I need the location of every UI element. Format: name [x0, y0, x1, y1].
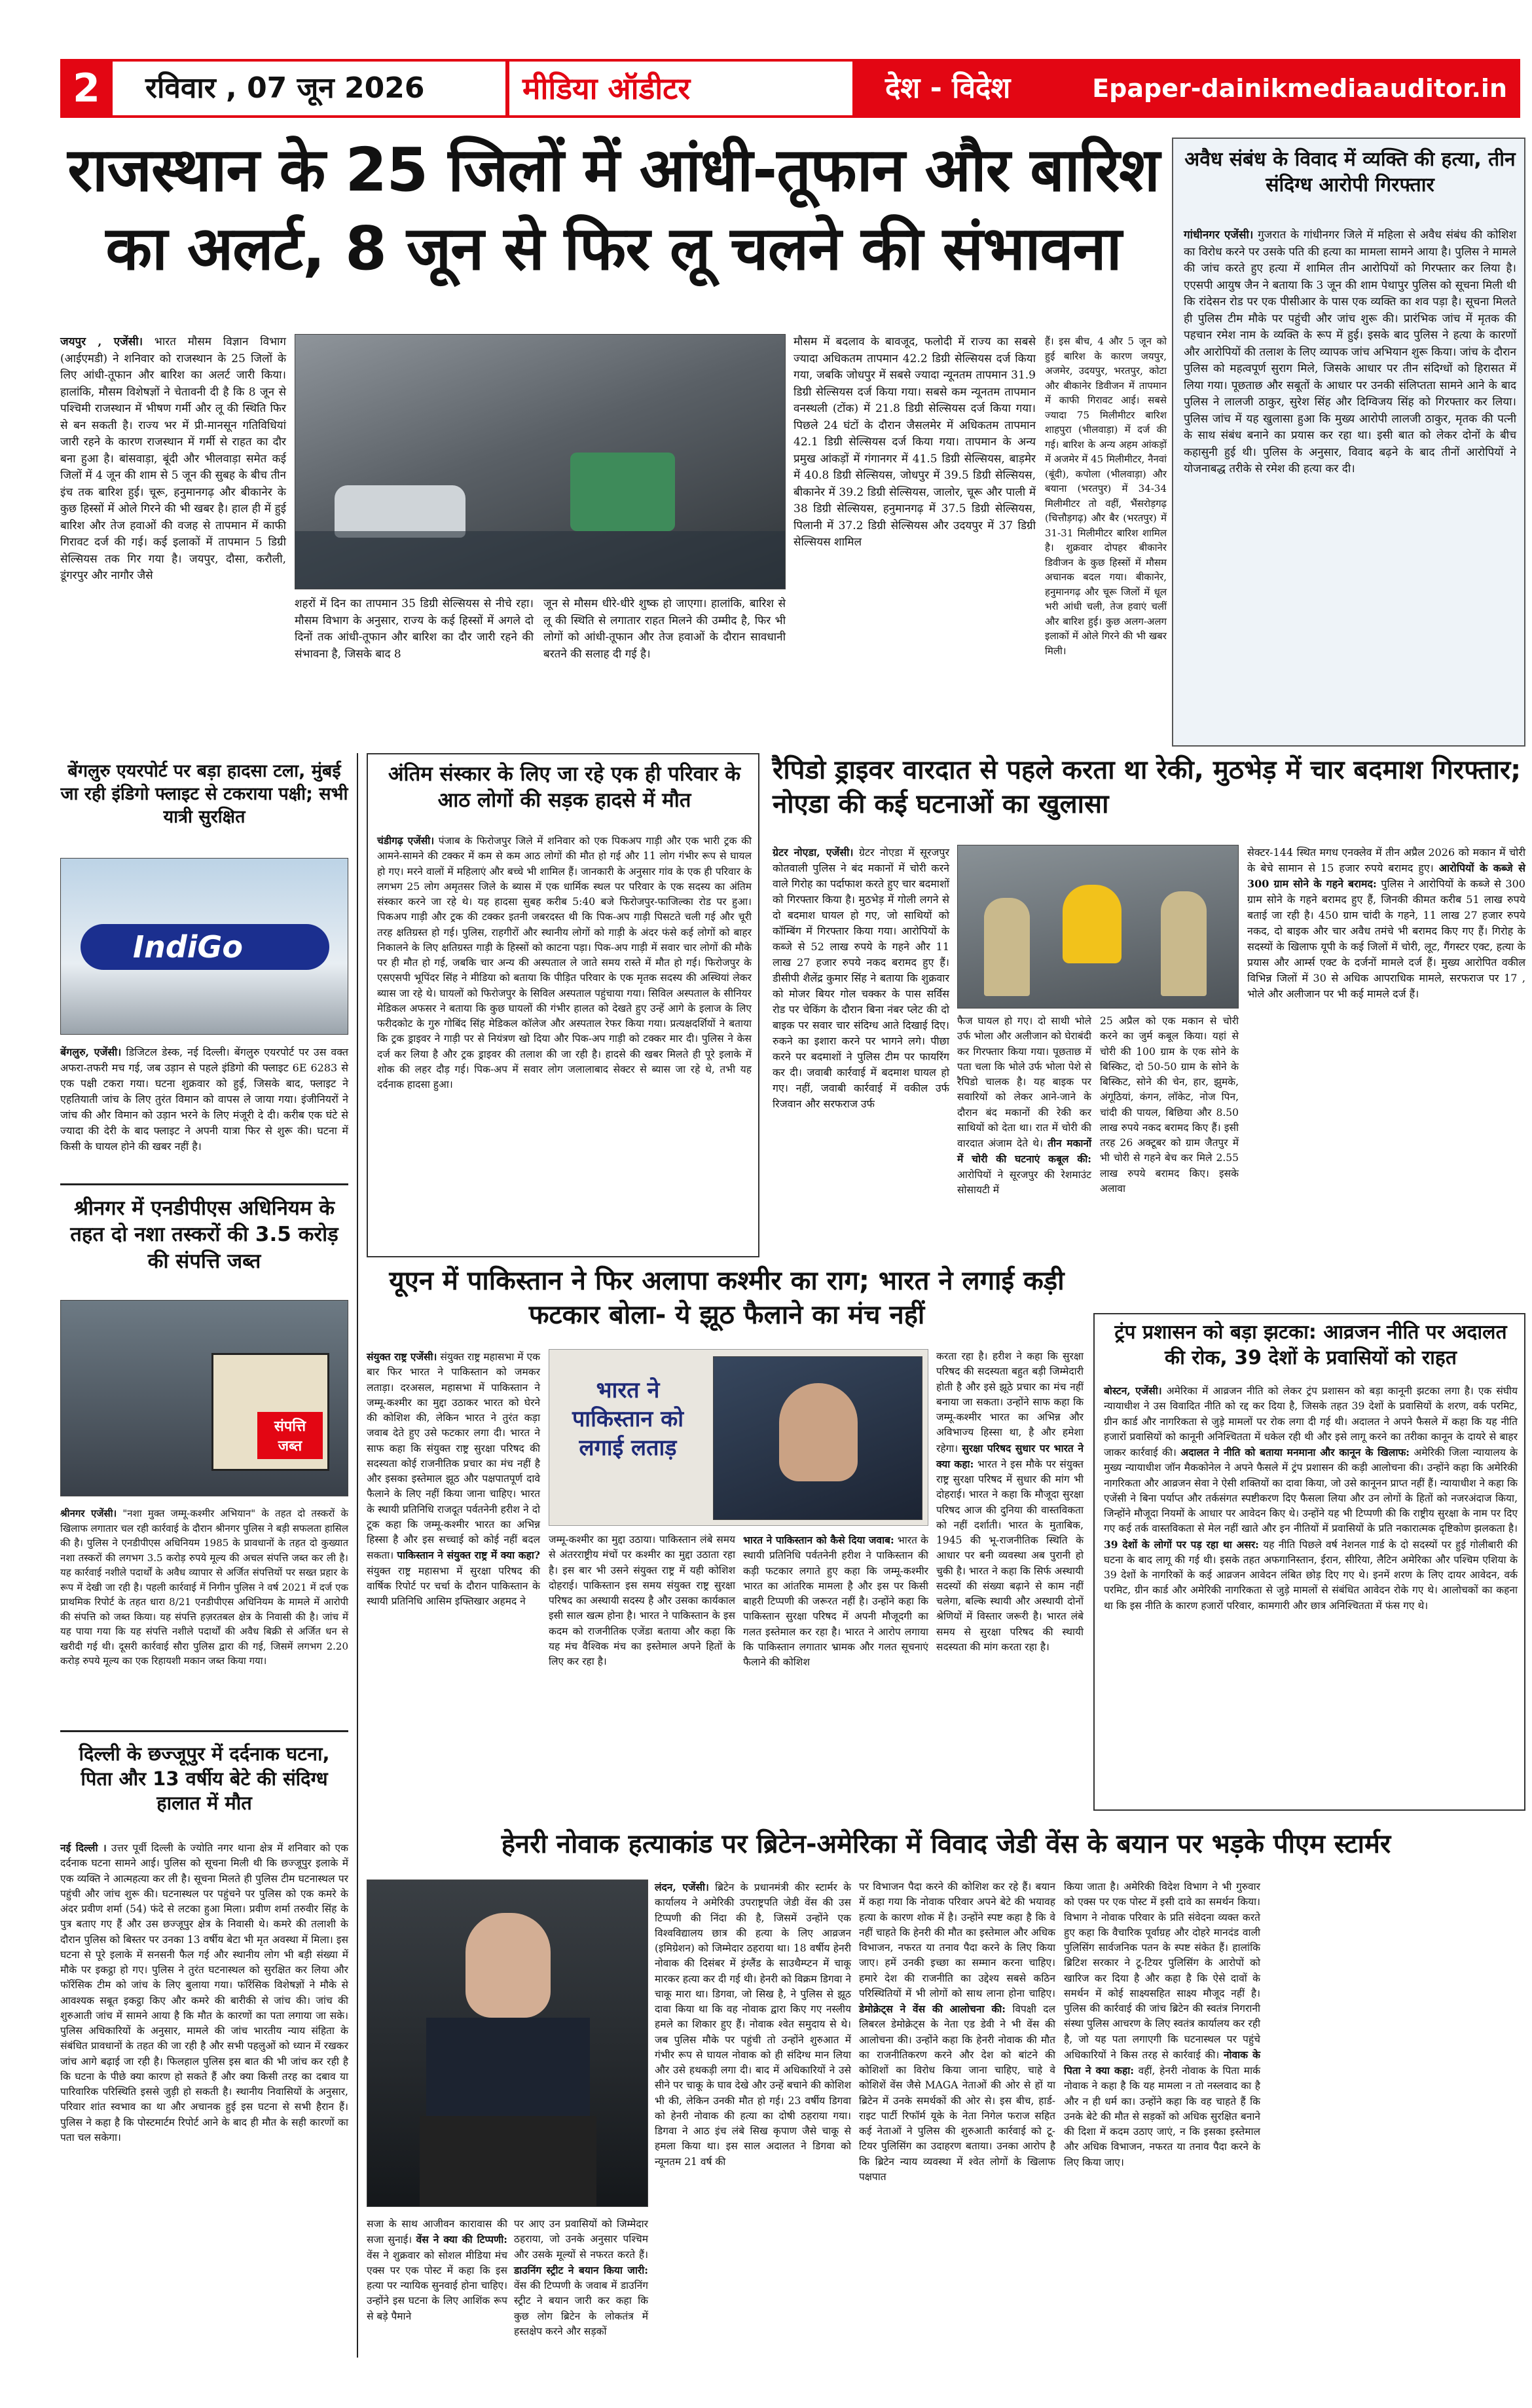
rapido-col-3: 25 अप्रैल को एक मकान से चोरी करने का जुर्म कबूल किया। यहां से चोरी की 100 ग्राम के एक सोने के बिस्किट, दो 50-50 ग्राम के सोने के बिस्किट, सोने की चेन, हार, झुमके, अंगूठियां, कंगन, लॉकेट, नोज पिन, चांदी की पायल, बिछिया और 8.50 लाख रुपये नकद बरामद किए हैं। इसी तरह 26 अक्टूबर को ग्राम जैतपुर में भी चोरी से गहने बेच कर मिले 2.55 लाख रुपये बरामद किए। इसके अलावा [1100, 1015, 1239, 1195]
starmer-col-1: लंदन, एजेंसी। ब्रिटेन के प्रधानमंत्री कीर स्टार्मर के कार्यालय ने अमेरिकी उपराष्ट्रपति जेडी वेंस की उस टिप्पणी की निंदा की है, जिसमें उन्होंने एक विश्वविद्यालय छात्र की हत्या के लिए आव्रजन (इमिग्रेशन) को जिम्मेदार ठहराया था। 18 वर्षीय हेनरी नोवाक की दिसंबर में इंग्लैंड के साउथैम्प्टन में चाकू मारकर हत्या कर दी गई थी। हेनरी को विक्रम डिगवा ने चाकू मारा था। डिगवा, जो सिख है, ने पुलिस से झूठ दावा किया था कि वह नोवाक द्वारा किए गए नस्लीय हमले का शिकार हुए हैं। नोवाक श्वेत समुदाय से थे। जब पुलिस मौके पर पहुंची तो उन्होंने शुरुआत में गंभीर रूप से घायल नोवाक को ही संदिग्ध मान लिया और उसे हथकड़ी लगा दी। बाद में अधिकारियों ने उसे सीने पर चाकू के घाव देखे और उन्हें बचाने की कोशिश भी की, लेकिन उनकी मौत हो गई। 23 वर्षीय डिगवा को हेनरी नोवाक की हत्या का दोषी ठहराया गया। डिगवा ने आठ इंच लंबे सिख कृपाण जैसे चाकू से हमला किया था। इस साल अदालत ने डिगवा को न्यूनतम 21 वर्ष की [655, 1881, 851, 2168]
indigo-plane-photo [60, 858, 348, 1035]
masthead [60, 59, 1520, 118]
lead-col-5: हैं। इस बीच, 4 और 5 जून को हुई बारिश के कारण जयपुर, अजमेर, उदयपुर, भरतपुर, कोटा और बीकानेर डिवीजन में तापमान में काफी गिरावट आई। सबसे ज्यादा 75 मिलीमीटर बारिश शाहपुरा (भीलवाड़ा) में दर्ज की गई। बारिश के अन्य अहम आंकड़ों में अजमेर में 45 मिलीमीटर, नैनवां (बूंदी), कपोला (भीलवाड़ा) और बयाना (भरतपुर) में 34-34 मिलीमीटर तो वहीं, भैंसरोड़गढ़ (चित्तौड़गढ़) और बैर (भरतपुर) में 31-31 मिलीमीटर बारिश शामिल है। शुक्रवार दोपहर बीकानेर डिवीजन के कुछ हिस्सों में मौसम अचानक बदल गया। बीकानेर, हनुमानगढ़ और चूरू जिलों में धूल भरी आंधी चली, तेज हवाएं चलीं और बारिश हुई। कुछ अलग-अलग इलाकों में ओले गिरने की भी खबर मिली। [1045, 335, 1167, 657]
starmer-col-3: पर आए उन प्रवासियों को जिम्मेदार ठहराया, जो उनके अनुसार पश्चिम और उसके मूल्यों से नफरत करते हैं। डाउनिंग स्ट्रीट ने बयान किया जारी: वेंस की टिप्पणी के जवाब में डाउनिंग स्ट्रीट ने बयान जारी कर कहा कि कुछ लोग ब्रिटेन के लोकतंत्र में हस्तक्षेप करने और सड़कों [514, 2218, 648, 2337]
bengaluru-body: बेंगलुरु, एजेंसी। डिजिटल डेस्क, नई दिल्ली। बेंगलुरु एयरपोर्ट पर उस वक्त अफरा-तफरी मच गई, जब उड़ान से पहले इंडिगो की फ्लाइट 6E 6283 से एक पक्षी टकरा गया। घटना शुक्रवार को हुई, जिसके बाद, फ्लाइट ने एहतियाती जांच के लिए तुरंत विमान को वापस ले जाया गया। इंजीनियरों ने जांच की और विमान को उड़ान भरने के लिए मंजूरी दे दी। करीब एक घंटे से ज्यादा की देरी के बाद फ्लाइट ने अपनी यात्रा फिर से शुरू की। घटना में किसी के घायल होने की खबर नहीं है। [60, 1046, 348, 1153]
gandhinagar-headline: अवैध संबंध के विवाद में व्यक्ति की हत्या, तीन संदिग्ध आरोपी गिरफ्तार [1184, 148, 1516, 196]
issue-date: रविवार , 07 जून 2026 [113, 62, 505, 115]
starmer-col-2: सजा के साथ आजीवन कारावास की सजा सुनाई। वेंस ने क्या की टिप्पणी: वेंस ने शुक्रवार को सोशल मीडिया मंच एक्स पर एक पोस्ट में कहा कि इस हत्या पर न्यायिक सुनवाई होना चाहिए। उन्होंने इस घटना के लिए आशिंक रूप से बड़े पैमाने [367, 2218, 507, 2322]
brand-name: मीडिया ऑडीटर [505, 62, 852, 115]
trump-box [1093, 1313, 1525, 1811]
delhi-box [60, 1742, 348, 2371]
seized-label: संपत्ति जब्त [257, 1412, 323, 1459]
un-box-title: भारत ने पाकिस्तान को लगाई लताड़ [572, 1377, 684, 1462]
property-seized-photo [60, 1300, 348, 1496]
trump-headline: ट्रंप प्रशासन को बड़ा झटका: आव्रजन नीति पर अदालत की रोक, 39 देशों के प्रवासियों को राहत [1114, 1321, 1507, 1369]
starmer-headline: हेनरी नोवाक हत्याकांड पर ब्रिटेन-अमेरिका में विवाद जेडी वेंस के बयान पर भड़के पीएम स्टार्मर [501, 1829, 1391, 1859]
un-col-1: संयुक्त राष्ट्र एजेंसी। संयुक्त राष्ट्र महासभा में एक बार फिर भारत ने पाकिस्तान को जमकर लताड़ा। दरअसल, महासभा में पाकिस्तान ने जम्मू-कश्मीर का मुद्दा उठाकर भारत को घेरने की कोशिश की, लेकिन भारत ने तुरंत कड़ा जवाब देते हुए उसे फटकार लगा दी। भारत ने साफ कहा कि संयुक्त राष्ट्र सुरक्षा परिषद की सदस्यता कोई राजनीतिक प्रचार का मंच नहीं है और इसका इस्तेमाल झूठ और पक्षपातपूर्ण दावे फैलाने के लिए नहीं किया जाना चाहिए। भारत के स्थायी प्रतिनिधि राजदूत पर्वतनेनी हरीश ने दो टूक कहा कि जम्मू-कश्मीर भारत का अभिन्न हिस्सा है और इस सच्चाई को कोई नहीं बदल सकता। पाकिस्तान ने संयुक्त राष्ट्र में क्या कहा? संयुक्त राष्ट्र महासभा में सुरक्षा परिषद की वार्षिक रिपोर्ट पर चर्चा के दौरान पाकिस्तान के स्थायी प्रतिनिधि आसिम इफ्तिखार अहमद ने [367, 1350, 541, 1607]
un-feature-box [549, 1349, 928, 1526]
funeral-body: चंडीगढ़ एजेंसी। पंजाब के फिरोजपुर जिले में शनिवार को एक पिकअप गाड़ी और एक भारी ट्रक की आमने-सामने की टक्कर में कम से कम आठ लोगों की मौत हो गई और 11 लोग गंभीर रूप से घायल हो गए। मरने वालों में महिलाएं और बच्चे भी शामिल हैं। जानकारी के अनुसार गांव के एक ही परिवार के लगभग 25 लोग अमृतसर जिले के ब्यास में एक धार्मिक स्थल पर परिवार के एक सदस्य का अंतिम संस्कार करने जा रहे थे। यह हादसा सुबह करीब 5:40 बजे फिरोजपुर-फाजिल्का रोड पर हुआ। पिकअप गाड़ी और ट्रक की टक्कर इतनी जबरदस्त थी कि पिक-अप गाड़ी पिसटते चली गई और चूरी तरह क्षतिग्रस्त हो गई। पुलिस, राहगीरों और स्थानीय लोगों को गाड़ी के अंदर फंसे कई लोगों को बाहर निकालने के लिए क्षतिग्रस्त गाड़ी के हिस्सों को काटना पड़ा। पिक-अप गाड़ी में सवार चार लोगों की मौके पर ही मौत हो गई, जबकि चार अन्य की अस्पताल ले जाते समय रास्ते में मौत हो गई। फिरोजपुर के एसएसपी भूपिंदर सिंह ने मीडिया को बताया कि पीड़ित परिवार के एक मृतक सदस्य की अस्थियां लेकर ब्यास जा रहे थे। घायलों को फिरोजपुर के सिविल अस्पताल पहुंचाया गया। सिविल अस्पताल के सीनियर मेडिकल अफसर ने बताया कि कुछ घायलों की गंभीर हालत को देखते हुए उन्हें आगे के इलाज के लिए फरीदकोट के गुरु गोबिंद सिंह मेडिकल कॉलेज और अस्पताल रेफर किया गया। प्रत्यक्षदर्शियों ने बताया कि ट्रक ड्राइवर ने गाड़ी पर से नियंत्रण खो दिया और पिक-अप गाड़ी को टक्कर मार दी। पुलिस ने केस दर्ज कर लिया है और ट्रक ड्राइवर की तलाश की जा रही है। हादसे की खबर मिलते ही पूरे इलाके में शोक की लहर दौड़ गई। पिक-अप में सवार लोग जलालाबाद सेक्टर से ब्यास जा रहे थे, तभी यह दर्दनाक हादसा हुआ। [377, 834, 752, 1090]
column-rule [357, 753, 358, 2358]
rapido-col-1: ग्रेटर नोएडा, एजेंसी। ग्रेटर नोएडा में सूरजपुर कोतवाली पुलिस ने बंद मकानों में चोरी करने वाले गिरोह का पर्दाफाश करते हुए चार बदमाशों को गिरफ्तार किया है। मुठभेड़ में गोली लगने से दो बदमाश घायल हो गए, जो साथियों को कॉम्बिंग में गिरफ्तार किया गया। आरोपियों के कब्जे से 52 लाख रुपये के गहने और 11 लाख 27 हजार रुपये नकद बरामद हुए हैं। डीसीपी शैलेंद्र कुमार सिंह ने बताया कि शुक्रवार को मोजर बियर गोल चक्कर के पास सर्विस रोड पर चेकिंग के दौरान बिना नंबर प्लेट की दो बाइक पर सवार चार संदिग्ध आते दिखाई दिए। रुकने का इशारा करने पर भागने लगे। पीछा करने पर बदमाशों ने पुलिस टीम पर फायरिंग कर दी। जवाबी कार्रवाई में बदमाश घायल हो गए। नहीं, जवाबी कार्रवाई में वकील उर्फ रिजवान और सरफराज उर्फ [773, 846, 949, 1110]
srinagar-body: श्रीनगर एजेंसी। "नशा मुक्त जम्मू-कश्मीर अभियान" के तहत दो तस्करों के खिलाफ लगातार चल रही कार्रवाई के दौरान श्रीनगर पुलिस ने बड़ी सफलता हासिल की है। पुलिस ने एनडीपीएस अधिनियम 1985 के प्रावधानों के तहत दो कुख्यात नशा तस्करों की लगभग 3.5 करोड़ रुपये मूल्य की अचल संपत्ति जब्त कर ली है। यह कार्रवाई नशीले पदार्थों के अवैध व्यापार से अर्जित संपत्तियों पर सख्त प्रहार के रूप में देखी जा रही है। पहली कार्रवाई में निगीन पुलिस ने वर्ष 2021 में दर्ज एक प्राथमिक रिपोर्ट के तहत धारा 8/21 एनडीपीएस अधिनियम के मामले में आरोपी की संपत्ति को जब्त किया। यह संपत्ति हज़रतबल क्षेत्र के निवासी की है। जांच में यह पाया गया कि यह संपत्ति नशीले पदार्थों की अवैध बिक्री से अर्जित धन से खरीदी गई थी। दूसरी कार्रवाई सौरा पुलिस द्वारा की गई, जिसमें लगभग 2.20 करोड़ रुपये मूल्य का एक रिहायशी मकान जब्त किया गया। [60, 1508, 348, 1667]
un-col-3: भारत ने पाकिस्तान को कैसे दिया जवाब: भारत के स्थायी प्रतिनिधि पर्वतनेनी हरीश ने पाकिस्तान की कड़ी फटकार लगाते हुए कहा कि जम्मू-कश्मीर भारत का आंतरिक मामला है और इस पर किसी बाहरी टिप्पणी की जरूरत नहीं है। उन्होंने कहा कि पाकिस्तान सुरक्षा परिषद में अपनी मौजूदगी का गलत इस्तेमाल कर रहा है। भारत ने आरोप लगाया कि पाकिस्तान लगातार भ्रामक और गलत सूचनाएं फैलाने की कोशिश [743, 1534, 929, 1668]
un-col-4: करता रहा है। हरीश ने कहा कि सुरक्षा परिषद की सदस्यता बहुत बड़ी जिम्मेदारी होती है और इसे झूठे प्रचार का मंच नहीं बनाया जा सकता। उन्होंने साफ कहा कि जम्मू-कश्मीर भारत का अभिन्न और अविभाज्य हिस्सा था, है और हमेशा रहेगा। सुरक्षा परिषद सुधार पर भारत ने क्या कहा: भारत ने इस मौके पर संयुक्त राष्ट्र सुरक्षा परिषद में सुधार की मांग भी दोहराई। भारत ने कहा कि मौजूदा सुरक्षा परिषद आज की दुनिया की वास्तविकता को नहीं दर्शाती। भारत के मुताबिक, 1945 की भू-राजनीतिक स्थिति के आधार पर बनी व्यवस्था अब पुरानी हो चुकी है। भारत ने कहा कि सिर्फ अस्थायी सदस्यों की संख्या बढ़ाने से काम नहीं चलेगा, बल्कि स्थायी और अस्थायी दोनों श्रेणियों में विस्तार जरूरी है। भारत लंबे समय से सुरक्षा परिषद की स्थायी सदस्यता की मांग करता रहा है। [936, 1350, 1084, 1653]
lead-col-1: जयपुर , एजेंसी। भारत मौसम विज्ञान विभाग (आईएमडी) ने शनिवार को राजस्थान के 25 जिलों के लिए आंधी-तूफान और बारिश का अलर्ट जारी किया। हालांकि, मौसम विशेषज्ञों ने चेतावनी दी है कि 8 जून से पश्चिमी राजस्थान में भीषण गर्मी और लू की स्थिति फिर से बन सकती है। राज्य भर में प्री-मानसून गतिविधियां जारी रहने के कारण राजस्थान में गर्मी से राहत का दौर बना हुआ है। बांसवाड़ा, बूंदी और भीलवाड़ा समेत कई जिलों में 4 जून की शाम से 5 जून की सुबह के बीच तीन इंच तक बारिश हुई। चूरू, हनुमानगढ़ और बीकानेर के कुछ हिस्सों में ओले गिरने की भी खबर है। हाल ही में हुई बारिश और तेज हवाओं की वजह से तापमान में काफी गिरावट दर्ज की गई। कई इलाकों में तापमान 5 डिग्री सेल्सियस तक गिर गया है। जयपुर, दौसा, करौली, डूंगरपुर और नागौर जैसे [60, 335, 287, 582]
rapido-headline: रैपिडो ड्राइवर वारदात से पहले करता था रेकी, मुठभेड़ में चार बदमाश गिरफ्तार; नोएडा की कई घटनाओं का खुलासा [773, 755, 1522, 819]
lead-headline: राजस्थान के 25 जिलों में आंधी-तूफान और बारिश का अलर्ट, 8 जून से फिर लू चलने की संभावना [67, 135, 1159, 284]
harish-photo [713, 1356, 922, 1520]
srinagar-box [60, 1195, 348, 1732]
gandhinagar-box [1172, 138, 1525, 747]
srinagar-headline: श्रीनगर में एनडीपीएस अधिनियम के तहत दो नशा तस्करों की 3.5 करोड़ की संपत्ति जब्त [70, 1196, 338, 1273]
delhi-headline: दिल्ली के छज्जूपुर में दर्दनाक घटना, पिता और 13 वर्षीय बेटे की संदिग्ध हालात में मौत [79, 1743, 330, 1815]
bengaluru-box [60, 753, 348, 1185]
lead-col-4: मौसम में बदलाव के बावजूद, फलोदी में राज्य का सबसे ज्यादा अधिकतम तापमान 42.2 डिग्री सेल्सियस दर्ज किया गया, जबकि जोधपुर में सबसे ज्यादा न्यूनतम तापमान 31.9 डिग्री सेल्सियस दर्ज किया गया। सबसे कम न्यूनतम तापमान वनस्थली (टोंक) में 21.8 डिग्री सेल्सियस दर्ज किया गया। पिछले 24 घंटों के दौरान जैसलमेर में अधिकतम तापमान 42.1 डिग्री सेल्सियस दर्ज किया गया। तापमान के अन्य प्रमुख आंकड़ों में गंगानगर में 41.5 डिग्री सेल्सियस, बाड़मेर में 40.8 डिग्री सेल्सियस, जोधपुर में 39.5 डिग्री सेल्सियस, बीकानेर में 39.2 डिग्री सेल्सियस, जालोर, चूरू और पाली में 38 डिग्री सेल्सियस, हनुमानगढ़ में 37.5 डिग्री सेल्सियस, पिलानी में 37.2 डिग्री सेल्सियस और उदयपुर में 37 डिग्री सेल्सियस शामिल [793, 335, 1036, 549]
starmer-photo [367, 1880, 648, 2207]
section-title: देश - विदेश [885, 71, 1011, 105]
bengaluru-headline: बेंगलुरु एयरपोर्ट पर बड़ा हादसा टला, मुंबई जा रही इंडिगो फ्लाइट से टकराया पक्षी; सभी यात्री सुरक्षित [60, 761, 348, 828]
trump-body: बोस्टन, एजेंसी। अमेरिका में आव्रजन नीति को लेकर ट्रंप प्रशासन को बड़ा कानूनी झटका लगा है। एक संघीय न्यायाधीश ने उस विवादित नीति को रद्द कर दिया है, जिसके तहत 39 देशों के प्रवासियों के शरण, वर्क परमिट, ग्रीन कार्ड और नागरिकता से जुड़े मामलों पर रोक लगा दी गई थी। अदालत ने अपने फैसले में कहा कि यह नीति हजारों प्रवासियों को कानूनी अनिश्चितता में धकेल रही थी और इसे लागू करने का तरीका कानून के दायरे से बाहर जाकर कार्रवाई की। अदालत ने नीति को बताया मनमाना और कानून के खिलाफ: अमेरिकी जिला न्यायालय के मुख्य न्यायाधीश जॉन मैककोनेल ने अपने फैसले में ट्रंप प्रशासन की कड़ी आलोचना की। उन्होंने कहा कि अमेरिकी नागरिकता और आव्रजन सेवा ने ऐसी शक्तियों का दावा किया, जो उसे कानूनन प्राप्त नहीं हैं। न्यायाधीश ने कहा कि एजेंसी ने बिना पर्याप्त और तर्कसंगत स्पष्टीकरण दिए फैसला लिया और उन लोगों के हितों को नजरअंदाज किया, जिन्होंने मौजूदा नियमों के आधार पर आवेदन किए थे। उन्होंने यह भी टिप्पणी की कि राष्ट्रीय सुरक्षा के नाम पर दिए गए कई तर्क वास्तविकता से मेल नहीं खाते और इन नीतियों में प्रवासियों के प्रति नकारात्मक दृष्टिकोण झलकता है। 39 देशों के लोगों पर पड़ रहा था असर: यह नीति पिछले वर्ष नेशनल गार्ड के दो सदस्यों पर हुई गोलीबारी की घटना के बाद लागू की गई थी। इसके तहत अफगानिस्तान, ईरान, सीरिया, लैटिन अमेरिका और पश्चिम एशिया के 39 देशों के नागरिकों के कई आव्रजन आवेदन लंबित छोड़ दिए गए थे। इनमें शरण के लिए दायर आवेदन, वर्क परमिट, ग्रीन कार्ड और अमेरिकी नागरिकता से जुड़े मामलों से संबंधित आवेदन रोके गए थे। आलोचकों का कहना था कि इस नीति के कारण हजारों परिवार, कामगारी और छात्र अनिश्चितता में फंस गए थे। [1104, 1384, 1518, 1612]
rapido-col-2: फैज घायल हो गए। दो साथी भोले उर्फ भोला और अलीजान को घेराबंदी कर गिरफ्तार किया गया। पूछताछ में पता चला कि भोले उर्फ भोला पेशे से रैपिडो चालक है। यह बाइक पर सवारियों को लेकर आने-जाने के दौरान बंद मकानों की रेकी कर साथियों को देता था। रात में चोरी की वारदात अंजाम देते थे। तीन मकानों में चोरी की घटनाएं कबूल की: आरोपियों ने सूरजपुर की रेशमाउंट सोसायटी में [957, 1015, 1091, 1196]
epaper-link[interactable]: Epaper-dainikmediaauditor.in [1092, 74, 1507, 103]
delhi-body: नई दिल्ली । उत्तर पूर्वी दिल्ली के ज्योति नगर थाना क्षेत्र में शनिवार को एक दर्दनाक घटना सामने आई। पुलिस को सूचना मिली थी कि छज्जूपुर इलाके में एक व्यक्ति ने आत्महत्या कर ली है। सूचना मिलते ही पुलिस टीम घटनास्थल पर पहुंची और जांच शुरू की। घटनास्थल पर पहुंचने पर पुलिस को एक कमरे के अंदर प्रवीण शर्मा (54) फंदे से लटका हुआ मिला। प्रवीण शर्मा तरुवीर सिंह के पुत्र बताए गए हैं और उस छज्जूपुर क्षेत्र के निवासी थे। कमरे की तलाशी के दौरान पुलिस को बिस्तर पर उनका 13 वर्षीय बेटा भी मृत अवस्था में मिला। इस घटना से पूरे इलाके में सनसनी फैल गई और स्थानीय लोग भी बड़ी संख्या में मौके पर इकट्ठा हो गए। पुलिस ने तुरंत घटनास्थल को सुरक्षित कर लिया और फॉरेंसिक टीम को जांच के लिए बुलाया गया। फॉरेंसिक विशेषज्ञों ने मौके से आवश्यक सबूत इकट्ठा किए और कमरे की बारीकी से जांच की। जांच की शुरुआती जांच में सामने आया है कि मौत के कारणों का पता लगाया जा सके। पुलिस अधिकारियों के अनुसार, मामले की जांच भारतीय न्याय संहिता के संबंधित प्रावधानों के तहत की जा रही है और सभी पहलुओं को ध्यान में रखकर जांच आगे बढ़ाई जा रही है। फिलहाल पुलिस इस बात की भी जांच कर रही है कि घटना के पीछे क्या कारण हो सकते हैं और क्या किसी तरह का दबाव या पारिवारिक परिस्थिति इससे जुड़ी हो सकती है। स्थानीय निवासियों के अनुसार, परिवार शांत स्वभाव का था और अचानक हुई इस घटना से सभी हैरान हैं। पुलिस ने कहा है कि पोस्टमार्टम रिपोर्ट आने के बाद ही मौत के सही कारणों का पता चल सकेगा। [60, 1842, 348, 2143]
lead-col-3: जून से मौसम धीरे-धीरे शुष्क हो जाएगा। हालांकि, बारिश से लू की स्थिति से लगातार राहत मिलने की उम्मीद है, फिर भी लोगों को आंधी-तूफान और तेज हवाओं के दौरान सावधानी बरतने की सलाह दी गई है। [543, 597, 786, 661]
starmer-col-4: पर विभाजन पैदा करने की कोशिश कर रहे हैं। बयान में कहा गया कि नोवाक परिवार अपने बेटे की भयावह हत्या के कारण शोक में है। उन्होंने स्पष्ट कहा है कि वे नहीं चाहते कि हेनरी की मौत का इस्तेमाल और अधिक विभाजन, नफरत या तनाव पैदा करने के लिए किया जाए। हमें उनकी इच्छा का सम्मान करना चाहिए। हमारे देश की राजनीति का उद्देश्य सबसे कठिन परिस्थितियों में भी लोगों को साथ लाना होना चाहिए। डेमोक्रेट्स ने वेंस की आलोचना की: विपक्षी दल लिबरल डेमोक्रेट्स के नेता एड डेवी ने भी वेंस की आलोचना की। उन्होंने कहा कि हेनरी नोवाक की मौत का राजनीतिकरण करने और देश को बांटने की कोशिशों का विरोध किया जाना चाहिए, चाहे वे कोशिशें वेंस जैसे MAGA नेताओं की ओर से हों या ब्रिटेन में उनके समर्थकों की ओर से। इस बीच, हार्ड-राइट पार्टी रिफॉर्म यूके के नेता निगेल फराज सहित कई नेताओं ने पुलिस की शुरुआती कार्रवाई को टू-टियर पुलिसिंग का उदाहरण बताया। उनका आरोप है कि ब्रिटेन न्याय व्यवस्था में श्वेत लोगों के खिलाफ पक्षपात [859, 1881, 1055, 2183]
lead-col-2: शहरों में दिन का तापमान 35 डिग्री सेल्सियस से नीचे रहा। मौसम विभाग के अनुसार, राज्य के कई हिस्सों में अगले दो दिनों तक आंधी-तूफान और बारिश का दौर जारी रहने की संभावना है, जिसके बाद 8 [295, 597, 534, 661]
page-number: 2 [60, 59, 113, 118]
rain-street-photo [295, 334, 786, 589]
rapido-arrest-photo [957, 845, 1239, 1009]
un-headline: यूएन में पाकिस्तान ने फिर अलापा कश्मीर का राग; भारत ने लगाई कड़ी फटकार बोला- ये झूठ फैलाने का मंच नहीं [389, 1266, 1065, 1330]
funeral-headline: अंतिम संस्कार के लिए जा रहे एक ही परिवार के आठ लोगों की सड़क हादसे में मौत [388, 762, 741, 813]
funeral-box [367, 753, 759, 1257]
gandhinagar-body: गांधीनगर एजेंसी। गुजरात के गांधीनगर जिले में महिला से अवैध संबंध की कोशिश का विरोध करने पर उसके पति की हत्या का मामला सामने आया है। पुलिस ने मामले की जांच करते हुए हत्या में शामिल तीन आरोपियों को गिरफ्तार कर लिया है। एएसपी आयुष जैन ने बताया कि 3 जून की शाम पेथापुर पुलिस को सूचना मिली थी कि रांदेसन रोड पर एक पीसीआर के पास एक व्यक्ति का शव पड़ा है। सूचना मिलते ही पुलिस टीम मौके पर पहुंची और जांच शुरू की। प्रारंभिक जांच में मृतक की पहचान रमेश नाम के व्यक्ति के रूप में हुई। इसके बाद पुलिस ने हत्या के कारणों और आरोपियों की तलाश के लिए व्यापक जांच अभियान शुरू किया। जांच के दौरान पुलिस को महत्वपूर्ण सुराग मिले, जिसके आधार पर तीन संदिग्धों को हिरासत में लिया गया। पूछताछ और सबूतों के आधार पर उनकी संलिप्तता सामने आने के बाद पुलिस ने लालजी ठाकुर, सुरेश सिंह और दिग्विजय सिंह को गिरफ्तार कर लिया। पुलिस जांच में यह खुलासा हुआ कि मुख्य आरोपी लालजी ठाकुर, मृतक की पत्नी के साथ संबंध बनाने का प्रयास कर रहा था। इसी बात को लेकर दोनों के बीच कहासुनी हुई थी। पुलिस के अनुसार, विवाद बढ़ने के बाद तीनों आरोपियों ने योजनाबद्ध तरीके से रमेश की हत्या कर दी। [1184, 229, 1516, 475]
indigo-logo-text: IndiGo [133, 929, 243, 965]
starmer-col-5: किया जाता है। अमेरिकी विदेश विभाग ने भी गुरुवार को एक्स पर एक पोस्ट में इसी दावे का समर्थन किया। विभाग ने नोवाक परिवार के प्रति संवेदना व्यक्त करते हुए कहा कि वैचारिक पूर्वाग्रह और दोहरे मानदंड वाली पुलिसिंग सार्वजनिक पतन के स्पष्ट संकेत हैं। हालांकि ब्रिटिश सरकार ने टू-टियर पुलिसिंग के आरोपों को खारिज कर दिया है और कहा है कि ऐसे दावों के समर्थन में कोई साक्ष्यसहित साक्ष्य मौजूद नहीं है। पुलिस की कार्रवाई की जांच ब्रिटेन की स्वतंत्र निगरानी संस्था पुलिस आचरण के लिए स्वतंत्र कार्यालय कर रही है, जो यह पता लगाएगी कि घटनास्थल पर पहुंचे अधिकारियों ने किस तरह से कार्रवाई की। नोवाक के पिता ने क्या कहा: वहीं, हेनरी नोवाक के पिता मार्क नोवाक ने कहा है कि यह मामला न तो नस्लवाद का है और न ही धर्म का। उन्होंने कहा कि वह चाहते हैं कि उनके बेटे की मौत से सड़कों को अधिक सुरक्षित बनाने की दिशा में कदम उठाए जाएं, न कि इसका इस्तेमाल और अधिक विभाजन, नफरत या तनाव पैदा करने के लिए किया जाए। [1064, 1881, 1260, 2168]
rapido-col-4: सेक्टर-144 स्थित मगध एनक्लेव में तीन अप्रैल 2026 को मकान में चोरी के बेचे सामान से 15 हजार रुपये बरामद हुए। आरोपियों के कब्जे से 300 ग्राम सोने के गहने बरामद: पुलिस ने आरोपियों के कब्जे से 300 ग्राम सोने के गहने बरामद हुए हैं, जिनकी कीमत करीब 51 लाख रुपये बताई जा रही है। 450 ग्राम चांदी के गहने, 11 लाख 27 हजार रुपये नकद, दो बाइक और चार अवैध तमंचे भी बरामद किए गए हैं। गिरोह के सदस्यों के खिलाफ यूपी के कई जिलों में चोरी, लूट, गैंगस्टर एक्ट, हत्या के प्रयास और आर्म्स एक्ट के दर्जनों मामले दर्ज हैं। मुख्य आरोपित वकील विभिन्न जिलों में 30 से अधिक आपराधिक मामले, सरफराज पर 17 , भोले और अलीजान पर भी कई मामले दर्ज हैं। [1247, 846, 1525, 1000]
un-col-2: जम्मू-कश्मीर का मुद्दा उठाया। पाकिस्तान लंबे समय से अंतरराष्ट्रीय मंचों पर कश्मीर का मुद्दा उठाता रहा है। इस बार भी उसने संयुक्त राष्ट्र में यही कोशिश दोहराई। पाकिस्तान इस समय संयुक्त राष्ट्र सुरक्षा परिषद का अस्थायी सदस्य है और उसका कार्यकाल इसी साल खत्म होना है। भारत ने पाकिस्तान के इस कदम को राजनीतिक एजेंडा बताया और कहा कि यह मंच वैश्विक मंच का इस्तेमाल अपने हितों के लिए कर रहा है। [549, 1534, 735, 1667]
